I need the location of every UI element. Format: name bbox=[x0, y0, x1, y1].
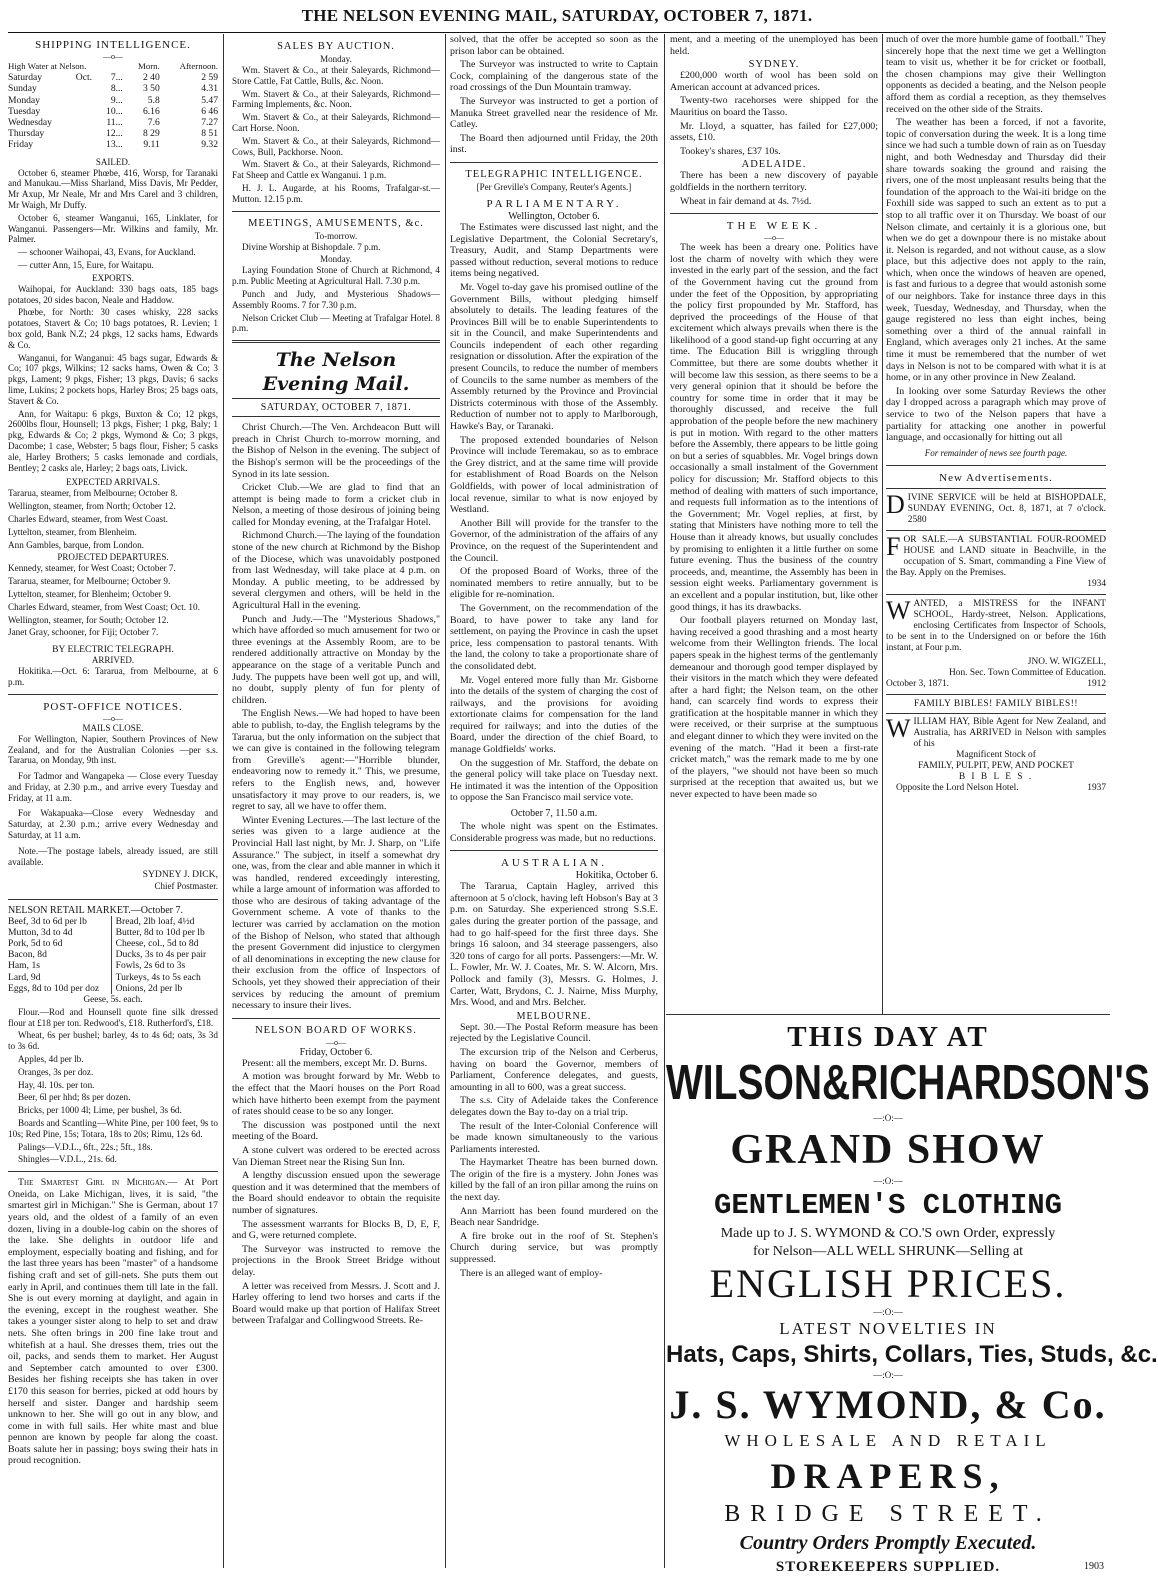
ad-line-storekeepers: STOREKEEPERS SUPPLIED. bbox=[775, 1559, 1001, 1575]
section-subtitle: [Per Greville's Company, Reuter's Agents.] bbox=[476, 181, 632, 192]
tide-table bbox=[8, 61, 218, 151]
dateline: Wellington, October 6. bbox=[508, 210, 600, 222]
subsection-title: Monday. bbox=[320, 54, 352, 64]
signature-title: Chief Postmaster. bbox=[154, 881, 218, 892]
sailed-item: October 6, steamer Wanganui, 165, Linklater, for Wanganui. Passengers—Mr. Wilkins and family, Mr. Palmer. bbox=[8, 212, 218, 245]
telegraphic-para: Mr. Vogel entered more fully than Mr. Gisborne into the details of the system of charging the cost of railways, and the provisions for avoiding extortionate claims for compensation for the land required for railways; and into the duties of the Board, under the direction of the chief Board, to manage Goldfields' works. bbox=[450, 674, 658, 756]
market-line: Shingles—V.D.L., 21s. 6d. bbox=[18, 1154, 117, 1165]
ad-line-latest-novelties: LATEST NOVELTIES IN bbox=[779, 1319, 997, 1338]
ad-number: 1912 bbox=[1087, 678, 1106, 689]
market-row bbox=[8, 983, 218, 994]
ad-footer bbox=[666, 1557, 1110, 1577]
ad-line-wymond: J. S. WYMOND, & Co. bbox=[669, 1382, 1107, 1427]
drop-cap: F bbox=[886, 531, 901, 561]
market-line: Apples, 4d per lb. bbox=[18, 1054, 84, 1065]
tide-dots: ... bbox=[115, 83, 123, 95]
section-title: AUSTRALIAN. bbox=[500, 857, 608, 870]
ornament: —o— bbox=[103, 713, 123, 723]
tide-afternoon: 8 51 bbox=[201, 128, 218, 140]
tide-afternoon: 7.27 bbox=[201, 117, 218, 129]
column-rule bbox=[445, 34, 446, 1568]
works-para: The discussion was postponed until the next meeting of the Board. bbox=[232, 1119, 440, 1143]
ad-heading: FAMILY BIBLES! FAMILY BIBLES!! bbox=[914, 698, 1078, 709]
market-line: Hay, 4l. 10s. per ton. bbox=[18, 1079, 95, 1090]
ad-line-drapers: DRAPERS, bbox=[770, 1456, 1006, 1496]
ornament: —:O:— bbox=[873, 1176, 903, 1186]
telegraphic-para: Another Bill will provide for the transfer to the Governor, of the administration of the affairs of any Province, on the request of the Superintendent and the Council. bbox=[450, 517, 658, 564]
telegraphic-para: The Government, on the recommendation of the Board, to have power to take any land for settlement, on paying the Province in cash the upset price, less compensation to pastoral tenants. With the land, the colony to take a proportionate share of the consolidated debt. bbox=[450, 602, 658, 672]
market-cell: Lard, 9d bbox=[8, 972, 111, 983]
leader-para: Cricket Club.—We are glad to find that an attempt is being made to form a cricket club in Nelson, a meeting of those desirous of joining being called for Monday evening, at the Trafalgar Hotel. bbox=[232, 482, 440, 528]
sailed-item: — cutter Ann, 15, Eure, for Waitapu. bbox=[18, 260, 154, 270]
works-para: A lengthy discussion ensued upon the sewerage question and it was determined that the members of the Board should endeavor to obtain the requisite number of signatures. bbox=[232, 1170, 440, 1216]
ornament: —:O:— bbox=[873, 1307, 903, 1317]
column-5 bbox=[886, 34, 1106, 1012]
market-table bbox=[8, 916, 218, 994]
ad-line: B I B L E S . bbox=[958, 771, 1034, 782]
ad-line-gentlemens-clothing: GENTLEMEN'S CLOTHING bbox=[713, 1189, 1063, 1222]
drop-cap: W bbox=[886, 595, 911, 625]
ad-line-grand-show: GRAND SHOW bbox=[730, 1127, 1046, 1173]
market-cell: Onions, 2d per lb bbox=[115, 982, 183, 994]
divider bbox=[8, 694, 218, 695]
market-cell: Ducks, 3s to 4s per pair bbox=[115, 949, 207, 961]
works-para: The assessment warrants for Blocks B, D, E, F, and G, were returned complete. bbox=[232, 1218, 440, 1242]
projected-item: Kennedy, steamer, for West Coast; October 7. bbox=[8, 563, 176, 574]
australian-para: There is an alleged want of employ- bbox=[460, 1267, 603, 1279]
market-cell: Ham, 1s bbox=[8, 960, 111, 971]
tide-day: Tuesday bbox=[8, 105, 41, 117]
tide-morn: 9.11 bbox=[143, 139, 160, 151]
divider bbox=[232, 211, 440, 212]
divider bbox=[232, 416, 440, 417]
divider bbox=[450, 850, 658, 851]
tide-date: 7 bbox=[110, 72, 116, 84]
ornament: —o— bbox=[326, 1037, 346, 1047]
column-1 bbox=[8, 34, 218, 1568]
ad-text: OR SALE.—A SUBSTANTIAL FOUR-ROOMED HOUSE and LAND situate in Beachville, in the occupation of S. Smart, commanding a Fine View of the Bay. Apply on the Premises. bbox=[886, 534, 1106, 578]
dateline: October 7, 11.50 a.m. bbox=[510, 808, 598, 820]
meeting-item: Divine Worship at Bishopdale. 7 p.m. bbox=[242, 241, 381, 252]
tide-morn: 5.8 bbox=[147, 94, 160, 106]
ad-line-shrunk: for Nelson—ALL WELL SHRUNK—Selling at bbox=[752, 1244, 1024, 1259]
market-cell: Mutton, 3d to 4d bbox=[8, 927, 111, 938]
ad-signature: JNO. W. WIGZELL, bbox=[1027, 656, 1106, 667]
subsection-title: SAILED. bbox=[95, 156, 131, 167]
ad-text: ANTED, a MISTRESS for the INFANT SCHOOL, Hardy-street, Nelson. Applications, enclosing Certificates from Inspector of Schools, to be sent in to the Undersigned on or before the 16th instant, at Four p.m. bbox=[886, 598, 1106, 653]
tide-row bbox=[8, 117, 218, 128]
divider bbox=[450, 162, 658, 163]
works-para: A stone culvert was ordered to be erected across Van Dieman Street near the Rising Sun Inn. bbox=[232, 1144, 440, 1168]
projected-item: Janet Gray, schooner, for Fiji; October 7. bbox=[8, 627, 159, 638]
tide-afternoon: 9.32 bbox=[201, 139, 218, 151]
tide-afternoon: 4.31 bbox=[201, 83, 218, 95]
signature: SYDNEY J. DICK, bbox=[142, 869, 218, 881]
section-title: NELSON RETAIL MARKET.—October 7. bbox=[8, 904, 184, 916]
week-para: Our football players returned on Monday last, having received a good thrashing and a most hearty welcome from their Wellington friends. The local papers speak in the highest terms of the gentlemanly demeanour and thorough good temper displayed by their visitors in the match which they were defeated after a hard fight; the Nelson team, on the other hand, can scarcely find words to express their gratification at the hospitable manner in which they were received, or their surprise at the sumptuous and elegant dinner to which they were invited on the evening of the match. "Had it been a first-rate cricket match," was the remark made to me by one of the players, "we should not have been so much surprised at the reception that awaited us, but we never expected to have been made so bbox=[670, 615, 878, 801]
market-cell: Beef, 3d to 6d per lb bbox=[8, 916, 111, 927]
ad-line-hats-caps: Hats, Caps, Shirts, Collars, Ties, Studs, &c. bbox=[666, 1341, 1158, 1368]
market-cell: Butter, 8d to 10d per lb bbox=[115, 926, 205, 938]
tide-day: Sunday bbox=[8, 83, 37, 95]
australian-para: Ann Marriott has been found murdered on the Beach near Sandridge. bbox=[450, 1205, 658, 1229]
projected-item: Charles Edward, steamer, from West Coast; Oct. 10. bbox=[8, 601, 200, 612]
week-para: The week has been a dreary one. Politics have lost the charm of novelty with which they were invested in the early part of the session, and the fact of the Government having cut the ground from under the feet of the Opposition, by appropriating the policy first propounded by Mr. Stafford, has deprived the proceedings of the House of that excitement which always prevails when there is the likelihood of a good stand-up fight occurring at any time. The Education Bill is wriggling through Committee, but there are some doubts whether it will become law this session, as there seems to be a very general opinion that it should be before the country for some time in order that it may be thoroughly discussed, and receive the full approbation of the people before the new machinery is put in motion. With regard to the other matters before the Assembly, there appears to be little going on but a series of squabbles. Mr. Vogel brings down occasionally a small instalment of the Government policy for discussion; Mr. Stafford objects to this method of dealing with matters of such importance, and requests full information as to the intentions of the Government; Mr. Vogel replies, at first, by stating that Ministers have nothing more to tell the House than it already knows, but usually concludes by promising to enlighten it a little further on some future evening. Thus the business of the country proceeds, and, meantime, the Assembly has been in session eight weeks. Parliamentary government is an excellent and a popular institution, but, like other good things, it has its drawbacks. bbox=[670, 242, 878, 613]
ad-for-sale bbox=[886, 531, 1106, 590]
dateline: Friday, October 6. bbox=[299, 1046, 373, 1058]
section-title: New Advertisements. bbox=[939, 471, 1053, 484]
ad-line-english-prices: ENGLISH PRICES. bbox=[709, 1261, 1067, 1306]
market-row bbox=[8, 960, 218, 971]
market-line: Wheat, 6s per bushel; barley, 4s to 4s 6d; oats, 3s 3d to 3s 6d. bbox=[8, 1030, 218, 1052]
adelaide-para: Wheat in fair demand at 4s. 7½d. bbox=[680, 195, 812, 207]
subsection-title: ADELAIDE. bbox=[741, 159, 807, 171]
auction-item: Wm. Stavert & Co., at their Saleyards, Richmond—Farming Implements, &c. Noon. bbox=[232, 88, 440, 110]
leader-para: The English News.—We had hoped to have been able to publish, to-day, the English telegrams by the Tararua, but the only information on the subject that we can give is contained in the following telegram from Greville's agent:—"Horrible blunder, endeavoring now to remedy it." This, we presume, refers to the English news, and, however unsatisfactory it may prove to our readers, is, we regret to say, all we have to offer them. bbox=[232, 708, 440, 813]
telegraphic-para: The whole night was spent on the Estimates. Considerable progress was made, but no reductions. bbox=[450, 821, 658, 844]
market-line: Oranges, 3s per doz. bbox=[18, 1066, 94, 1077]
market-line: Boards and Scantling—White Pine, per 100 feet, 9s to 10s; Red Pine, 15s; Totara, 18s to 20s; Rimu, 12s 6d. bbox=[8, 1118, 218, 1139]
tide-day: Friday bbox=[8, 139, 34, 151]
tide-row bbox=[8, 83, 218, 94]
week-continued: In looking over some Saturday Reviews the other day I dropped across a paragraph which may prove of service to two of the Nelson papers that have a partiality for attacking one another in powerful language, and occasionally for hitting out all bbox=[886, 385, 1106, 444]
works-continued: The Board then adjourned until Friday, the 20th inst. bbox=[450, 132, 658, 156]
market-line: Flour.—Rod and Hounsell quote fine silk dressed flour at £18 per ton. Redwood's, £18. Rutherford's, £18. bbox=[8, 1006, 218, 1028]
tide-month bbox=[76, 106, 101, 117]
tide-afternoon: 2 59 bbox=[201, 72, 218, 84]
tide-dots: ... bbox=[115, 94, 123, 106]
tide-row bbox=[8, 139, 218, 150]
subsection-title: ARRIVED. bbox=[91, 655, 135, 666]
meeting-item: Laying Foundation Stone of Church at Richmond, 4 p.m. Public Meeting at Agricultural Hall. 7.30 p.m. bbox=[232, 265, 440, 287]
ad-footer bbox=[886, 783, 1106, 794]
tide-dots: ... bbox=[115, 128, 123, 140]
ad-line-country-orders: Country Orders Promptly Executed. bbox=[739, 1532, 1037, 1554]
subsection-title: PROJECTED DEPARTURES. bbox=[57, 552, 169, 563]
section-title: SALES BY AUCTION. bbox=[277, 41, 395, 52]
ad-address: Opposite the Lord Nelson Hotel. bbox=[896, 782, 1019, 793]
market-cell: Eggs, 8d to 10d per doz bbox=[8, 983, 111, 994]
divider bbox=[666, 1014, 1110, 1015]
expected-item: Lyttelton, steamer, from Blenheim. bbox=[8, 526, 137, 537]
section-title: PARLIAMENTARY. bbox=[486, 197, 622, 210]
ornament: —o— bbox=[103, 52, 123, 61]
post-note: Note.—The postage labels, already issued, are still available. bbox=[8, 845, 218, 867]
ad-family-bibles bbox=[886, 699, 1106, 794]
tide-date: 9 bbox=[110, 94, 116, 106]
divider bbox=[886, 488, 1106, 489]
ad-text: IVINE SERVICE will be held at BISHOPDALE, SUNDAY EVENING, Oct. 8, 1871, at 7 o'clock. bbox=[907, 492, 1106, 514]
leader-para: Richmond Church.—The laying of the foundation stone of the new church at Richmond by the Bishop of the Diocese, which was unavoidably postponed from last Wednesday, will take place at 4 p.m. on Monday. A public meeting, to be addressed by several clergymen and others, will be held in the Agricultural Hall in the evening. bbox=[232, 530, 441, 612]
tide-header-afternoon: Afternoon. bbox=[179, 61, 218, 71]
meeting-item: Nelson Cricket Club — Meeting at Trafalgar Hotel. 8 p.m. bbox=[232, 312, 440, 334]
tide-afternoon: 5.47 bbox=[201, 94, 218, 106]
column-rule bbox=[664, 34, 665, 1568]
section-title: SHIPPING INTELLIGENCE. bbox=[35, 39, 191, 51]
drop-cap: D bbox=[886, 489, 905, 519]
subsection-title: MAILS CLOSE. bbox=[82, 722, 144, 733]
market-row bbox=[8, 972, 218, 983]
market-cell: Bacon, 8d bbox=[8, 949, 111, 960]
divider bbox=[8, 1171, 218, 1172]
subsection-title: To-morrow. bbox=[314, 230, 358, 241]
ad-number: 1937 bbox=[1087, 782, 1106, 793]
arrived-item: Hokitika.—Oct. 6: Tararua, from Melbourne, at 6 p.m. bbox=[8, 666, 218, 687]
tide-dots: ... bbox=[115, 105, 123, 117]
tide-day: Wednesday bbox=[8, 117, 52, 129]
subsection-title: EXPECTED ARRIVALS. bbox=[66, 477, 160, 488]
ornament: —:O:— bbox=[873, 1370, 903, 1380]
ad-line-made-up: Made up to J. S. WYMOND & CO.'S own Order, expressly bbox=[720, 1226, 1056, 1241]
australian-para: The excursion trip of the Nelson and Cerberus, having on board the Governor, members of Parliament, Conference delegates, and guests, amounting in all to 600, was a great success. bbox=[450, 1046, 658, 1093]
article-text: At Port Oneida, on Lake Michigan, lives, it is said, "the smartest girl in Michigan." She is German, about 17 years old, and the oldest of a family of an even dozen, living in a double-log cabin on the shores of the lake. She delights in outdoor life and employment, especially boating and fishing, and for the last three years has been "master" of a handsome fishing craft and set of gill-nets. She puts them out early in April, and continues them till late in the fall. She is out every morning at daylight, and again in the evening, except in the roughest weather. She takes a younger sister along to help to set and draw nets. She often brings in 200 fine lake trout and whitefish at a haul. She dresses them, tries out the oil, packs, and sends them to market. Her August and September catch amounted to over £300. Besides her fishing receipts she has taken in over £170 this season for berries, picked at odd hours by herself and sister. Danger and hardship seem unknown to her. She will go out in any blow, and come in with full sails. Her white mast and blue pennon are known by people far along the coast. Boats salute her in passing; boys swing their hats in proud recognition. bbox=[8, 1177, 218, 1467]
section-title: NELSON BOARD OF WORKS. bbox=[255, 1024, 417, 1036]
tide-row bbox=[8, 128, 218, 139]
divider bbox=[886, 465, 1106, 466]
sydney-para: Twenty-two racehorses were shipped for the Mauritius on board the Tasso. bbox=[670, 95, 878, 118]
tide-morn: 8 29 bbox=[142, 128, 160, 140]
leader-para: Winter Evening Lectures.—The last lecture of the series was given to a large audience at the Provincial Hall last night, by Mr. J. Sharp, on "Life Assurance." The subject, in itself a somewhat dry one, was, from the clear and able manner in which it was handled, rendered exceedingly interesting, while a large amount of information was afforded to those who are desirous of taking advantage of the Government scheme. A vote of thanks to the lecturer was carried by acclamation on the motion of the Bishop of Nelson, who stated that although the present Government did injustice to clergymen of all denominations in excepting the new clause for their exclusion from the office of Inspectors of Schools, yet they showed their appreciation of their services by reducing the amount of premium necessary to insure their lives. bbox=[232, 814, 440, 1012]
section-title: TELEGRAPHIC INTELLIGENCE. bbox=[465, 168, 643, 180]
ad-footer bbox=[886, 679, 1106, 690]
australian-para: The result of the Inter-Colonial Conference will be made known simultaneously to the various Parliaments interested. bbox=[450, 1120, 658, 1155]
tide-dots: ... bbox=[115, 139, 123, 151]
ad-line: FAMILY, PULPIT, PEW, AND POCKET bbox=[918, 760, 1074, 771]
sydney-para: £200,000 worth of wool has been sold on American account at advanced prices. bbox=[670, 70, 878, 93]
masthead: THE NELSON EVENING MAIL, SATURDAY, OCTOBER 7, 1871. bbox=[8, 6, 1106, 33]
tide-afternoon: 6 46 bbox=[201, 105, 218, 117]
ad-line-this-day: THIS DAY AT bbox=[787, 1021, 989, 1053]
subsection-title: SYDNEY. bbox=[748, 59, 800, 71]
export-item: Waihopai, for Auckland: 330 bags oats, 185 bags potatoes, 20 sides bacon, Neale and Haddow. bbox=[8, 283, 218, 305]
tide-morn: 2 40 bbox=[142, 72, 160, 84]
tide-date: 10 bbox=[106, 105, 116, 117]
market-line: Bricks, per 1000 4l; Lime, per bushel, 3s 6d. bbox=[18, 1105, 182, 1116]
ad-number: 1903 bbox=[1084, 1561, 1104, 1572]
mail-item: For Wakapuaka—Close every Wednesday and Saturday, at 2.30 p.m.; arrive every Wednesday and Saturday, at 11 a.m. bbox=[8, 808, 218, 841]
remainder-note: For remainder of news see fourth page. bbox=[924, 447, 1068, 458]
market-line: Geese, 5s. each. bbox=[83, 994, 143, 1005]
market-cell: Pork, 5d to 6d bbox=[8, 938, 111, 949]
tide-date: 13 bbox=[106, 139, 116, 151]
subsection-title: Monday. bbox=[320, 254, 352, 265]
subsection-title: EXPORTS. bbox=[92, 272, 134, 283]
tide-day: Saturday bbox=[8, 72, 43, 84]
telegraphic-para: On the suggestion of Mr. Stafford, the debate on the general policy will take place on Tuesday next. He intimated it was the intention of the Opposition to oppose the San Francisco mail service vote. bbox=[450, 757, 658, 804]
works-continued: The Surveyor was instructed to write to Captain Cock, complaining of the dangerous state of the road crossings of the Dun Mountain tramway. bbox=[450, 59, 658, 94]
ad-text: ILLIAM HAY, Bible Agent for New Zealand, and Australia, has ARRIVED in Nelson with samples of his bbox=[913, 716, 1106, 749]
section-title: POST-OFFICE NOTICES. bbox=[43, 700, 183, 713]
section-title: MEETINGS, AMUSEMENTS, &c. bbox=[248, 217, 424, 229]
subsection-title: BY ELECTRIC TELEGRAPH. bbox=[52, 644, 174, 656]
market-row bbox=[8, 949, 218, 960]
mail-item: For Tadmor and Wangapeka — Close every Tuesday and Friday, at 2.30 p.m., and arrive every Tuesday and Friday, at 11 a.m. bbox=[8, 771, 218, 803]
ad-line-bridge-street: BRIDGE STREET. bbox=[724, 1501, 1052, 1527]
ad-line: Magnificent Stock of bbox=[956, 749, 1036, 760]
tide-month bbox=[76, 95, 101, 106]
tide-month bbox=[76, 117, 101, 128]
australian-para: A fire broke out in the roof of St. Stephen's Church during service, but was promptly suppressed. bbox=[450, 1230, 658, 1266]
ad-line-wilson-richardson: WILSON&RICHARDSON'S bbox=[666, 1056, 1150, 1111]
export-item: Ann, for Waitapu: 6 pkgs, Buxton & Co; 12 pkgs, 2600lbs flour, Hounsell; 13 pkgs, Fisher; 1 pkg, Baly; 1 pkg, Edwards & Co; 2 pkgs, Wymond & Co; 3 pkgs, Dacombe; 1 case, Webster; 5 bags flour, Fisher; 5 casks ale, Harley Brothers; 5 casks lemonade and cordials, Bentley; 2 casks ale, Harley; 2 bags oats, Livick. bbox=[8, 408, 218, 473]
australian-para: The Haymarket Theatre has been burned down. The origin of the fire is a mystery. John Jones was killed by the fall of an iron pillar among the ruins on the next day. bbox=[450, 1157, 658, 1204]
works-continued: solved, that the offer be accepted so soon as the prison labor can be obtained. bbox=[450, 34, 658, 57]
column-4 bbox=[670, 34, 878, 1012]
tide-header-label: High Water at Nelson. bbox=[8, 61, 87, 71]
divider bbox=[886, 694, 1106, 695]
expected-item: Charles Edward, steamer, from West Coast. bbox=[8, 513, 168, 524]
ad-date: October 3, 1871. bbox=[886, 678, 950, 689]
works-para: A motion was brought forward by Mr. Webb to the effect that the Maori houses on the Port Road which have hitherto been exempt from the payment of rates should cease to be so any longer. bbox=[232, 1071, 440, 1118]
tide-morn: 3 50 bbox=[142, 83, 160, 95]
divider bbox=[886, 530, 1106, 531]
leader-date: SATURDAY, OCTOBER 7, 1871. bbox=[260, 402, 412, 414]
works-para: Present: all the members, except Mr. D. Burns. bbox=[242, 1057, 428, 1069]
market-cell: Fowls, 2s 6d to 3s bbox=[115, 960, 186, 972]
tide-day: Monday bbox=[8, 94, 40, 106]
telegraphic-para: Mr. Vogel to-day gave his promised outline of the Government Bills, without pledging himself absolutely to details. The leading features of the Provinces Bill will be to enable Superintendents to sit in the Council, and make Superintendents and Councils independent of each other regarding resignation or dissolution. After the expiration of the present Councils, to reduce the number of members of Councils to the same number as members of the Assembly returned by the Province and Provincial Districts coterminous with those of the Assembly. Reduction of number not to apply to Marlborough, Hawke's Bay, or Taranaki. bbox=[450, 281, 658, 433]
ad-divine-service bbox=[886, 489, 1106, 526]
divider bbox=[886, 594, 1106, 595]
tide-header bbox=[8, 61, 218, 72]
divider bbox=[232, 398, 440, 399]
subsection-title: MELBOURNE. bbox=[516, 1010, 592, 1022]
advertisement-wymond bbox=[666, 1014, 1158, 1575]
tide-date: 12 bbox=[106, 128, 116, 140]
telegraphic-para: Of the proposed Board of Works, three of the nominated members to retire annually, but to be eligible for re-nomination. bbox=[450, 566, 658, 601]
telegraphic-para: The Estimates were discussed last night, and the Legislative Department, the Colonial Secretary's, Treasury, Audit, and Stamp Departments were passed without reduction, several motions to reduce items being negatived. bbox=[450, 221, 658, 280]
sailed-item: October 6, steamer Phœbe, 416, Worsp, for Taranaki and Manukau.—Miss Sharland, Miss Davis, Mr Pedder, Mr Axup, Mr Neale, Mr and Mrs Carel and 3 children, Mr Waigh, Mr Duffy. bbox=[8, 167, 218, 211]
tide-day: Thursday bbox=[8, 128, 45, 140]
tide-date: 8 bbox=[110, 83, 116, 95]
tide-month bbox=[76, 139, 101, 150]
market-row bbox=[8, 938, 218, 949]
tide-header-morn: Morn. bbox=[138, 61, 160, 71]
meeting-item: Punch and Judy, and Mysterious Shadows—Assembly Rooms. 7 for 7.30 p.m. bbox=[232, 288, 440, 310]
sydney-para: Tookey's shares, £37 10s. bbox=[680, 145, 781, 157]
leader-para: Punch and Judy.—The "Mysterious Shadows," which have afforded so much amusement for two or three evenings at the Assembly Room, are to be rendered additionally attractive on Monday by the appearance on the stage of a veritable Punch and Judy. The puppets have been well got up, and will, no doubt, supply plenty of fun for plenty of children. bbox=[232, 613, 440, 706]
works-para: The Surveyor was instructed to remove the projections in the Brook Street Bridge without delay. bbox=[232, 1243, 440, 1278]
tide-morn: 6.16 bbox=[142, 105, 160, 117]
divider bbox=[232, 340, 440, 343]
auction-item: Wm. Stavert & Co., at their Saleyards, Richmond—Store Cattle, Fat Cattle, Bulls, &c. Noon. bbox=[232, 65, 440, 86]
expected-item: Ann Gambles, barque, from London. bbox=[8, 539, 144, 550]
market-row bbox=[8, 916, 218, 927]
column-rule bbox=[882, 34, 883, 1014]
tide-month: Oct. bbox=[75, 72, 93, 84]
ornament: —:O:— bbox=[873, 1113, 903, 1123]
dateline: Hokitika, October 6. bbox=[575, 870, 658, 882]
projected-item: Wellington, steamer, for South; October 12. bbox=[8, 614, 169, 625]
auction-item: Wm. Stavert & Co., at their Saleyards, Richmond—Cows, Bull, Packhorse. Noon. bbox=[232, 135, 440, 157]
telegraphic-para: The proposed extended boundaries of Nelson Province will include Teremakau, so as to embrace the Grey district, and at the same time will provide for establishment of Road Boards on the Nelson Goldfields, with power of local administration of local revenue, similar to what is now enjoyed by Westland. bbox=[450, 434, 658, 516]
ad-wanted-mistress bbox=[886, 595, 1106, 690]
auction-item: H. J. L. Augarde, at his Rooms, Trafalgar-st.—Mutton. 12.15 p.m. bbox=[232, 182, 440, 204]
market-cell: Cheese, col., 5d to 8d bbox=[115, 938, 199, 950]
tide-dots: ... bbox=[115, 117, 123, 129]
export-item: Wanganui, for Wanganui: 45 bags sugar, Edwards & Co; 107 pkgs, Wilkins; 12 sacks hams, Owen & Co; 3 pkgs, Lament; 9 pkgs, Fisher; 13 pkgs, Davis; 6 sacks lime, Lukins; 2 pockets hops, Harley Bros; 25 bags oats, Stavert & Co. bbox=[8, 352, 218, 406]
tide-row bbox=[8, 72, 218, 83]
article-smartest-girl bbox=[8, 1177, 218, 1467]
tide-row bbox=[8, 95, 218, 106]
ornament: —o— bbox=[764, 233, 784, 243]
ad-signature-title: Hon. Sec. Town Committee of Education. bbox=[949, 667, 1106, 678]
sydney-para: Mr. Lloyd, a squatter, has failed for £27,000; assets, £10. bbox=[670, 120, 878, 144]
market-line: Palings—V.D.L., 6ft., 22s.; 5ft., 18s. bbox=[18, 1141, 153, 1152]
leader-para: Christ Church.—The Ven. Archdeacon Butt will preach in Christ Church to-morrow morning, and the Bishop of Nelson in the evening. The subject of the Bishop's sermon will be the proceedings of the Synod in its late session. bbox=[232, 422, 440, 480]
section-title: THE WEEK. bbox=[726, 220, 822, 233]
projected-item: Lyttelton, steamer, for Blenheim; October 9. bbox=[8, 588, 171, 599]
week-continued: The weather has been a forced, if not a favorite, topic of conversation during the week. It is a long time since we had such a tumble down of rain as on Tuesday night, and both Wednesday and Thursday did their share towards soaking the ground and raising the rivers, one of the most unpleasant results being that the foundation of the approach to the Wai-iti bridge on the Foxhill side was sapped to such an extent as to put a stop to all traffic over it on Thursday. We boast of our Nelson climate, and certainly it is a glorious one, but when we do get a downpour there is no mistake about it. Nelson is regarded, and not without cause, as a slow place, but this adjective does not apply to the rain, which, when once the windows of heaven are opened, is fast and furious to a degree that would astonish some of our neighbors. Take for instance three days in this week, Tuesday, Wednesday, and Thursday, when the gauge registered no less than eight inches, being something over a third of the annual rainfall in England, which averages only 21 inches. At the same time it must be remembered that the number of wet days in Nelson is not to be compared with what it is at home, or in any other province in New Zealand. bbox=[886, 117, 1106, 384]
divider bbox=[670, 213, 878, 214]
divider bbox=[8, 899, 218, 900]
week-continued: much of over the more humble game of football." They sincerely hope that the next time we get a Wellington team to visit us, whether it be for cricket or football, the chosen champions may give their Wellington opponents as decided a beating, and the Nelson people afford them as cordial a reception, as they themselves received on the other side of the Straits. bbox=[886, 34, 1106, 115]
tide-month bbox=[76, 128, 101, 139]
tide-date: 11 bbox=[106, 117, 116, 129]
market-cell: Bread, 2lb loaf, 4½d bbox=[115, 915, 195, 927]
divider bbox=[886, 713, 1106, 714]
auction-item: Wm. Stavert & Co., at their Saleyards, Richmond—Cart Horse. Noon. bbox=[232, 112, 440, 133]
tide-dots: ... bbox=[115, 72, 123, 84]
column-2 bbox=[232, 34, 440, 1568]
article-head: The Smartest Girl in Michigan.— bbox=[18, 1177, 178, 1189]
mail-item: For Wellington, Napier, Southern Provinces of New Zealand, and for the Australian Colonies —per s.s. Tararua, on Monday, 9th inst. bbox=[8, 733, 218, 766]
sailed-item: — schooner Waihopai, 43, Evans, for Auckland. bbox=[18, 247, 196, 258]
market-row bbox=[8, 927, 218, 938]
paper-title: The Nelson Evening Mail. bbox=[262, 349, 410, 396]
ad-line-wholesale: WHOLESALE AND RETAIL bbox=[724, 1431, 1052, 1450]
ad-number: 2580 bbox=[907, 514, 927, 525]
tide-row bbox=[8, 106, 218, 117]
australian-para: The Tararua, Captain Hagley, arrived this afternoon at 5 o'clock, having left Hobson's Bay at 3 p.m. on Saturday. She experienced strong S.S.E. gales during the greater portion of the passage, and had to go half-speed for the first three days. She brings 16 saloon, and 34 steerage passengers, also 320 tons of cargo for all ports. Passengers:—Mr. W. L. Fowler, Mr. W. J. Coates, Mr. S. W. Alcorn, Mrs. Pollock and family (3), Messrs. G. Holmes, J. Carter, Watt, Brydons, C. J. Nairne, Miss Murphy, Mrs. Wood, and and Mrs. Belcher. bbox=[450, 881, 658, 1009]
australian-para: Sept. 30.—The Postal Reform measure has been rejected by the Legislative Council. bbox=[450, 1021, 658, 1045]
column-3 bbox=[450, 34, 658, 1568]
market-cell: Turkeys, 4s to 5s each bbox=[115, 971, 201, 983]
divider bbox=[232, 1018, 440, 1019]
projected-item: Tararua, steamer, for Melbourne; October 9. bbox=[8, 576, 171, 587]
auction-item: Wm. Stavert & Co., at their Saleyards, Richmond—Fat Sheep and Cattle ex Wanganui. 1 p.m. bbox=[232, 159, 440, 181]
expected-item: Wellington, steamer, from North; October 12. bbox=[8, 501, 176, 512]
export-item: Phœbe, for North: 30 cases whisky, 228 sacks potatoes, Stavert & Co; 10 bags potatoes, R. Levien; 1 box gold, Bank N.Z; 24 pkgs, 12 sacks hams, Edwards & Co. bbox=[8, 307, 218, 350]
adelaide-para: There has been a new discovery of payable goldfields in the northern territory. bbox=[670, 170, 878, 193]
column-rule bbox=[223, 34, 224, 1568]
news-continued: ment, and a meeting of the unemployed has been held. bbox=[670, 34, 878, 57]
australian-para: The s.s. City of Adelaide takes the Conference delegates down the Bay to-day on a trial trip. bbox=[450, 1095, 658, 1118]
works-continued: The Surveyor was instructed to get a portion of Manuka Street gravelled near the residence of Mr. Catley. bbox=[450, 95, 658, 131]
expected-item: Tararua, steamer, from Melbourne; October 8. bbox=[8, 488, 178, 499]
works-para: A letter was received from Messrs. J. Scott and J. Harley offering to lend two horses and carts if the Board would make up that portion of Halifax Street between Trafalgar and Collingwood Streets. Re- bbox=[232, 1280, 440, 1327]
ad-number: 1934 bbox=[1087, 578, 1106, 589]
tide-month bbox=[76, 83, 101, 94]
tide-morn: 7.6 bbox=[147, 117, 160, 129]
drop-cap: W bbox=[886, 713, 911, 743]
market-line: Beer, 6l per hhd; 8s per dozen. bbox=[18, 1092, 131, 1103]
